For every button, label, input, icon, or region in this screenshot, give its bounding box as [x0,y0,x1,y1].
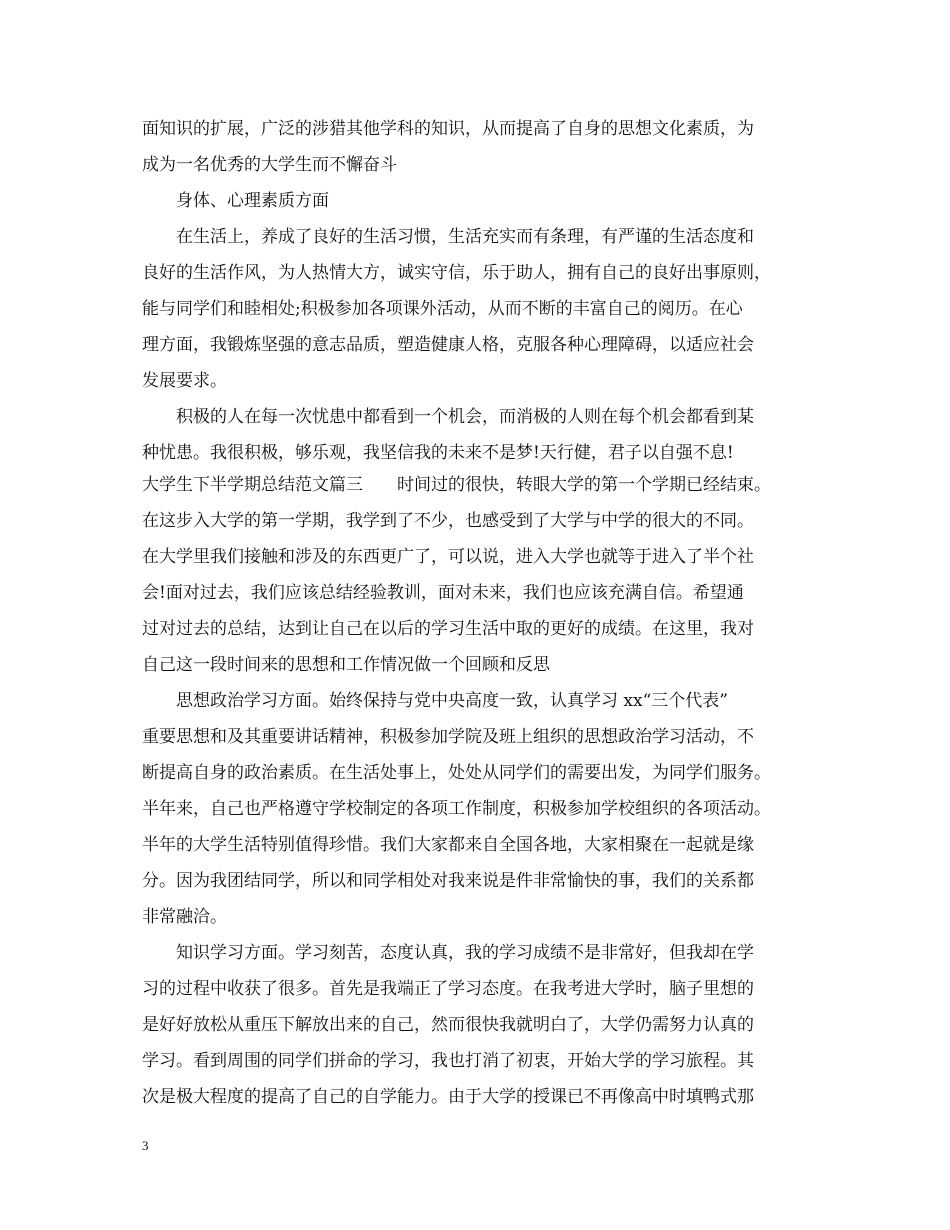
text-line: 半年的大学生活特别值得珍惜。我们大家都来自全国各地，大家相聚在一起就是缘 [142,835,754,855]
text-line: 会!面对过去，我们应该总结经验教训，面对未来，我们也应该充满自信。希望通 [142,583,744,603]
text-line: 重要思想和及其重要讲话精神，积极参加学院及班上组织的思想政治学习活动，不 [142,727,754,747]
text-line: 非常融洽。 [142,907,227,927]
text-line: 在这步入大学的第一学期，我学到了不少，也感受到了大学与中学的很大的不同。 [142,511,754,531]
text-line: 次是极大程度的提高了自己的自学能力。由于大学的授课已不再像高中时填鸭式那 [142,1087,754,1107]
section-heading: 身体、心理素质方面 [176,191,329,211]
text-line: 过对过去的总结，达到让自己在以后的学习生活中取的更好的成绩。在这里，我对 [142,619,754,639]
text-line: 良好的生活作风，为人热情大方，诚实守信，乐于助人，拥有自己的良好出事原则， [142,263,771,283]
text-line: 分。因为我团结同学，所以和同学相处对我来说是件非常愉快的事，我们的关系都 [142,871,754,891]
text-line: 面知识的扩展，广泛的涉猎其他学科的知识，从而提高了自身的思想文化素质，为 [142,119,754,139]
text-line: 学习。看到周围的同学们拼命的学习，我也打消了初衷，开始大学的学习旅程。其 [142,1051,754,1071]
text-line: 发展要求。 [142,371,227,391]
text-line: 半年来，自己也严格遵守学校制定的各项工作制度，积极参加学校组织的各项活动。 [142,799,771,819]
text-line: 理方面，我锻炼坚强的意志品质，塑造健康人格，克服各种心理障碍，以适应社会 [142,335,754,355]
text-line: 知识学习方面。学习刻苦，态度认真，我的学习成绩不是非常好，但我却在学 [176,943,754,963]
text-line: 积极的人在每一次忧患中都看到一个机会，而消极的人则在每个机会都看到某 [176,407,754,427]
text-line: 在生活上，养成了良好的生活习惯，生活充实而有条理，有严谨的生活态度和 [176,227,754,247]
text-line: 断提高自身的政治素质。在生活处事上，处处从同学们的需要出发，为同学们服务。 [142,763,771,783]
text-line: 能与同学们和睦相处;积极参加各项课外活动，从而不断的丰富自己的阅历。在心 [142,299,743,319]
text-line: 自己这一段时间来的思想和工作情况做一个回顾和反思 [142,655,550,675]
text-line: 习的过程中收获了很多。首先是我端正了学习态度。在我考进大学时，脑子里想的 [142,979,754,999]
text-line: 成为一名优秀的大学生而不懈奋斗 [142,155,397,175]
page-number: 3 [142,1138,149,1153]
text-line: 在大学里我们接触和涉及的东西更广了，可以说，进入大学也就等于进入了半个社 [142,547,754,567]
text-line: 思想政治学习方面。始终保持与党中央高度一致，认真学习 xx“三个代表” [176,691,728,711]
text-line: 是好好放松从重压下解放出来的自己，然而很快我就明白了，大学仍需努力认真的 [142,1015,754,1035]
text-line: 种忧患。我很积极，够乐观，我坚信我的未来不是梦!天行健，君子以自强不息! [142,443,734,463]
text-line: 大学生下半学期总结范文篇三 时间过的很快，转眼大学的第一个学期已经结束。 [142,475,771,495]
